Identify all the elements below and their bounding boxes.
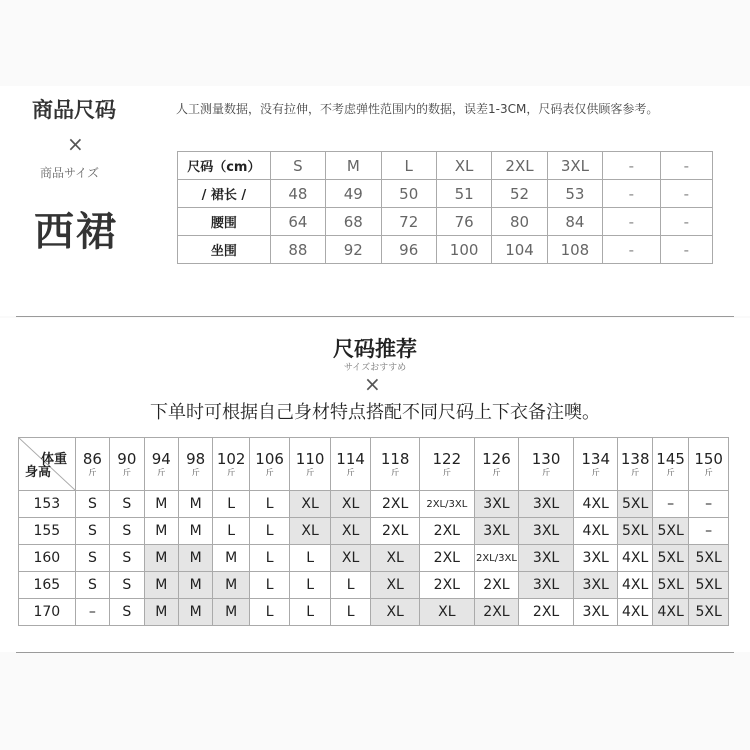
- size-value-cell: 68: [326, 208, 381, 236]
- recommend-size-cell: 3XL: [474, 491, 519, 518]
- weight-header-cell: [75, 438, 109, 491]
- recommend-size-cell: 3XL: [573, 572, 618, 599]
- weight-header-cell: [249, 438, 290, 491]
- recommend-row: [19, 545, 729, 572]
- size-value-cell: 50: [381, 180, 436, 208]
- recommend-size-cell: 2XL/3XL: [419, 491, 474, 518]
- recommend-size-cell: M: [144, 545, 178, 572]
- size-value-cell: 72: [381, 208, 436, 236]
- recommend-size-cell: 3XL: [573, 599, 618, 626]
- size-value-cell: 49: [326, 180, 381, 208]
- size-value-cell: -: [660, 236, 712, 264]
- recommend-row: [19, 491, 729, 518]
- recommend-size-cell: 2XL: [371, 518, 420, 545]
- recommend-size-cell: M: [144, 572, 178, 599]
- recommend-size-cell: 4XL: [618, 545, 652, 572]
- recommend-size-cell: 3XL: [474, 518, 519, 545]
- size-header-row: [178, 152, 713, 180]
- weight-value: 145: [656, 449, 685, 468]
- size-value-cell: -: [603, 236, 660, 264]
- recommend-size-cell: 2XL: [419, 572, 474, 599]
- size-value-cell: -: [603, 208, 660, 236]
- size-value-cell: 104: [492, 236, 547, 264]
- corner-cell: [19, 438, 76, 491]
- recommend-size-cell: XL: [371, 572, 420, 599]
- height-cell: 170: [19, 599, 76, 626]
- weight-value: 86: [82, 449, 102, 468]
- recommend-size-cell: S: [75, 491, 109, 518]
- cross-mark: ×: [67, 132, 84, 156]
- weight-header-cell: [213, 438, 249, 491]
- recommend-size-cell: M: [144, 599, 178, 626]
- recommend-size-cell: L: [330, 572, 371, 599]
- recommend-size-cell: –: [689, 518, 729, 545]
- recommend-size-cell: S: [110, 518, 144, 545]
- recommend-size-cell: 3XL: [519, 545, 574, 572]
- recommend-size-cell: M: [213, 545, 249, 572]
- bottom-divider: [16, 652, 734, 653]
- size-value-cell: -: [660, 208, 712, 236]
- size-header-cell: L: [381, 152, 436, 180]
- weight-unit: 斤: [306, 467, 315, 477]
- weight-unit: 斤: [191, 467, 200, 477]
- recommend-size-cell: S: [75, 572, 109, 599]
- weight-unit: 斤: [265, 467, 274, 477]
- size-header-cell: M: [326, 152, 381, 180]
- recommend-size-cell: 3XL: [519, 572, 574, 599]
- recommend-size-cell: XL: [330, 491, 371, 518]
- recommend-size-cell: 2XL: [419, 545, 474, 572]
- weight-header-cell: [330, 438, 371, 491]
- size-header-label: 尺码（cm）: [178, 152, 271, 180]
- weight-value: 134: [581, 449, 610, 468]
- recommend-size-cell: XL: [419, 599, 474, 626]
- weight-value: 90: [117, 449, 137, 468]
- recommend-size-cell: S: [110, 599, 144, 626]
- recommend-size-cell: L: [290, 545, 331, 572]
- weight-header-cell: [110, 438, 144, 491]
- size-section-subtitle-jp: 商品サイズ: [40, 166, 100, 180]
- recommend-size-cell: 2XL: [519, 599, 574, 626]
- recommend-subtitle-jp: サイズおすすめ: [343, 363, 407, 373]
- weight-unit: 斤: [391, 467, 400, 477]
- recommend-size-cell: L: [249, 572, 290, 599]
- recommend-size-cell: 3XL: [519, 518, 574, 545]
- weight-value: 110: [295, 449, 325, 468]
- recommend-header-row: [19, 438, 729, 491]
- measurement-note: 人工测量数据，没有拉伸，不考虑弹性范围内的数据，误差1-3CM，尺码表仅供顾客参考。: [176, 102, 659, 116]
- recommend-size-cell: 5XL: [652, 518, 688, 545]
- weight-header-cell: [652, 438, 688, 491]
- recommend-size-cell: M: [144, 518, 178, 545]
- recommend-size-cell: 2XL: [474, 599, 519, 626]
- recommend-size-cell: 3XL: [519, 491, 574, 518]
- recommend-size-cell: L: [290, 572, 331, 599]
- size-value-cell: -: [660, 180, 712, 208]
- section-divider: [16, 316, 734, 317]
- size-header-cell: 3XL: [547, 152, 602, 180]
- size-value-cell: 80: [492, 208, 547, 236]
- size-value-cell: 64: [270, 208, 325, 236]
- recommend-size-cell: M: [213, 599, 249, 626]
- size-header-cell: 2XL: [492, 152, 547, 180]
- recommend-size-cell: M: [178, 572, 212, 599]
- weight-unit: 斤: [704, 467, 713, 477]
- size-section-title: 商品尺码: [32, 98, 116, 122]
- recommend-size-cell: XL: [290, 491, 331, 518]
- recommend-row: [19, 518, 729, 545]
- recommend-size-cell: XL: [330, 518, 371, 545]
- weight-unit: 斤: [157, 467, 166, 477]
- recommend-size-cell: 5XL: [618, 518, 652, 545]
- size-value-cell: 84: [547, 208, 602, 236]
- recommend-size-cell: XL: [330, 545, 371, 572]
- recommend-size-cell: –: [652, 491, 688, 518]
- recommend-row: [19, 572, 729, 599]
- recommend-table: [18, 437, 729, 626]
- recommend-size-cell: S: [110, 491, 144, 518]
- recommend-size-cell: 4XL: [573, 518, 618, 545]
- recommend-size-cell: M: [178, 599, 212, 626]
- size-header-cell: XL: [436, 152, 491, 180]
- recommend-size-cell: 5XL: [689, 599, 729, 626]
- recommend-size-cell: L: [249, 518, 290, 545]
- recommend-cross-mark: ×: [364, 372, 381, 396]
- weight-value: 130: [531, 449, 561, 468]
- weight-header-cell: [371, 438, 420, 491]
- recommend-size-cell: 5XL: [689, 545, 729, 572]
- recommend-size-cell: 5XL: [618, 491, 652, 518]
- weight-value: 138: [620, 449, 650, 468]
- size-row-label: 腰围: [178, 208, 271, 236]
- size-value-cell: 96: [381, 236, 436, 264]
- height-cell: 155: [19, 518, 76, 545]
- weight-header-cell: [178, 438, 212, 491]
- recommend-size-cell: S: [75, 518, 109, 545]
- size-row: [178, 208, 713, 236]
- weight-value: 98: [186, 449, 206, 468]
- recommend-size-cell: L: [290, 599, 331, 626]
- recommend-size-cell: M: [213, 572, 249, 599]
- size-row-label: 坐围: [178, 236, 271, 264]
- recommend-size-cell: L: [249, 491, 290, 518]
- weight-value: 118: [380, 449, 410, 468]
- weight-unit: 斤: [492, 467, 501, 477]
- recommend-size-cell: 5XL: [689, 572, 729, 599]
- size-header-cell: S: [270, 152, 325, 180]
- recommend-size-cell: 5XL: [652, 572, 688, 599]
- recommend-title: 尺码推荐: [333, 337, 417, 361]
- weight-header-cell: [144, 438, 178, 491]
- height-cell: 165: [19, 572, 76, 599]
- size-value-cell: 100: [436, 236, 491, 264]
- size-value-cell: 48: [270, 180, 325, 208]
- weight-header-cell: [573, 438, 618, 491]
- weight-unit: 斤: [346, 467, 355, 477]
- size-table: [177, 151, 713, 264]
- recommend-size-cell: S: [75, 545, 109, 572]
- recommend-size-cell: XL: [371, 599, 420, 626]
- recommend-size-cell: –: [75, 599, 109, 626]
- recommend-size-cell: 2XL: [371, 491, 420, 518]
- size-value-cell: 53: [547, 180, 602, 208]
- size-value-cell: -: [603, 180, 660, 208]
- weight-unit: 斤: [591, 467, 600, 477]
- weight-header-cell: [519, 438, 574, 491]
- weight-value: 94: [151, 449, 171, 468]
- size-header-cell: -: [603, 152, 660, 180]
- weight-value: 102: [216, 449, 246, 468]
- recommend-size-cell: 4XL: [618, 599, 652, 626]
- height-cell: 160: [19, 545, 76, 572]
- weight-header-cell: [618, 438, 652, 491]
- corner-weight-label: 体重: [40, 452, 67, 467]
- weight-value: 106: [255, 449, 284, 468]
- size-value-cell: 108: [547, 236, 602, 264]
- recommend-size-cell: L: [213, 518, 249, 545]
- recommend-size-cell: L: [249, 599, 290, 626]
- weight-unit: 斤: [122, 467, 131, 477]
- size-value-cell: 76: [436, 208, 491, 236]
- product-name: 西裙: [34, 209, 118, 255]
- recommend-size-cell: 2XL/3XL: [474, 545, 519, 572]
- weight-header-cell: [474, 438, 519, 491]
- weight-value: 114: [336, 449, 365, 468]
- recommend-size-cell: 3XL: [573, 545, 618, 572]
- recommend-size-cell: 4XL: [573, 491, 618, 518]
- weight-unit: 斤: [442, 467, 451, 477]
- recommend-note: 下单时可根据自己身材特点搭配不同尺码上下衣备注噢。: [150, 402, 600, 423]
- size-row: [178, 236, 713, 264]
- weight-value: 126: [482, 449, 511, 468]
- recommend-size-cell: –: [689, 491, 729, 518]
- size-row-label: / 裙长 /: [178, 180, 271, 208]
- recommend-size-cell: M: [178, 491, 212, 518]
- weight-unit: 斤: [631, 467, 640, 477]
- size-header-cell: -: [660, 152, 712, 180]
- size-value-cell: 88: [270, 236, 325, 264]
- weight-unit: 斤: [88, 467, 97, 477]
- recommend-size-cell: L: [330, 599, 371, 626]
- corner-height-label: 身高: [25, 465, 52, 480]
- recommend-size-cell: S: [110, 572, 144, 599]
- size-row: [178, 180, 713, 208]
- recommend-size-cell: 2XL: [419, 518, 474, 545]
- recommend-size-cell: L: [249, 545, 290, 572]
- height-cell: 153: [19, 491, 76, 518]
- recommend-size-cell: M: [178, 518, 212, 545]
- size-value-cell: 92: [326, 236, 381, 264]
- recommend-size-cell: 5XL: [652, 545, 688, 572]
- weight-value: 122: [432, 449, 462, 468]
- recommend-size-cell: 4XL: [652, 599, 688, 626]
- weight-header-cell: [419, 438, 474, 491]
- weight-unit: 斤: [666, 467, 675, 477]
- weight-unit: 斤: [542, 467, 551, 477]
- recommend-row: [19, 599, 729, 626]
- recommend-size-cell: S: [110, 545, 144, 572]
- recommend-size-cell: 2XL: [474, 572, 519, 599]
- size-value-cell: 51: [436, 180, 491, 208]
- recommend-size-cell: XL: [290, 518, 331, 545]
- weight-unit: 斤: [227, 467, 236, 477]
- weight-header-cell: [689, 438, 729, 491]
- recommend-size-cell: XL: [371, 545, 420, 572]
- size-value-cell: 52: [492, 180, 547, 208]
- recommend-size-cell: L: [213, 491, 249, 518]
- weight-value: 150: [694, 449, 723, 468]
- recommend-size-cell: M: [178, 545, 212, 572]
- recommend-size-cell: M: [144, 491, 178, 518]
- recommend-size-cell: 4XL: [618, 572, 652, 599]
- weight-header-cell: [290, 438, 331, 491]
